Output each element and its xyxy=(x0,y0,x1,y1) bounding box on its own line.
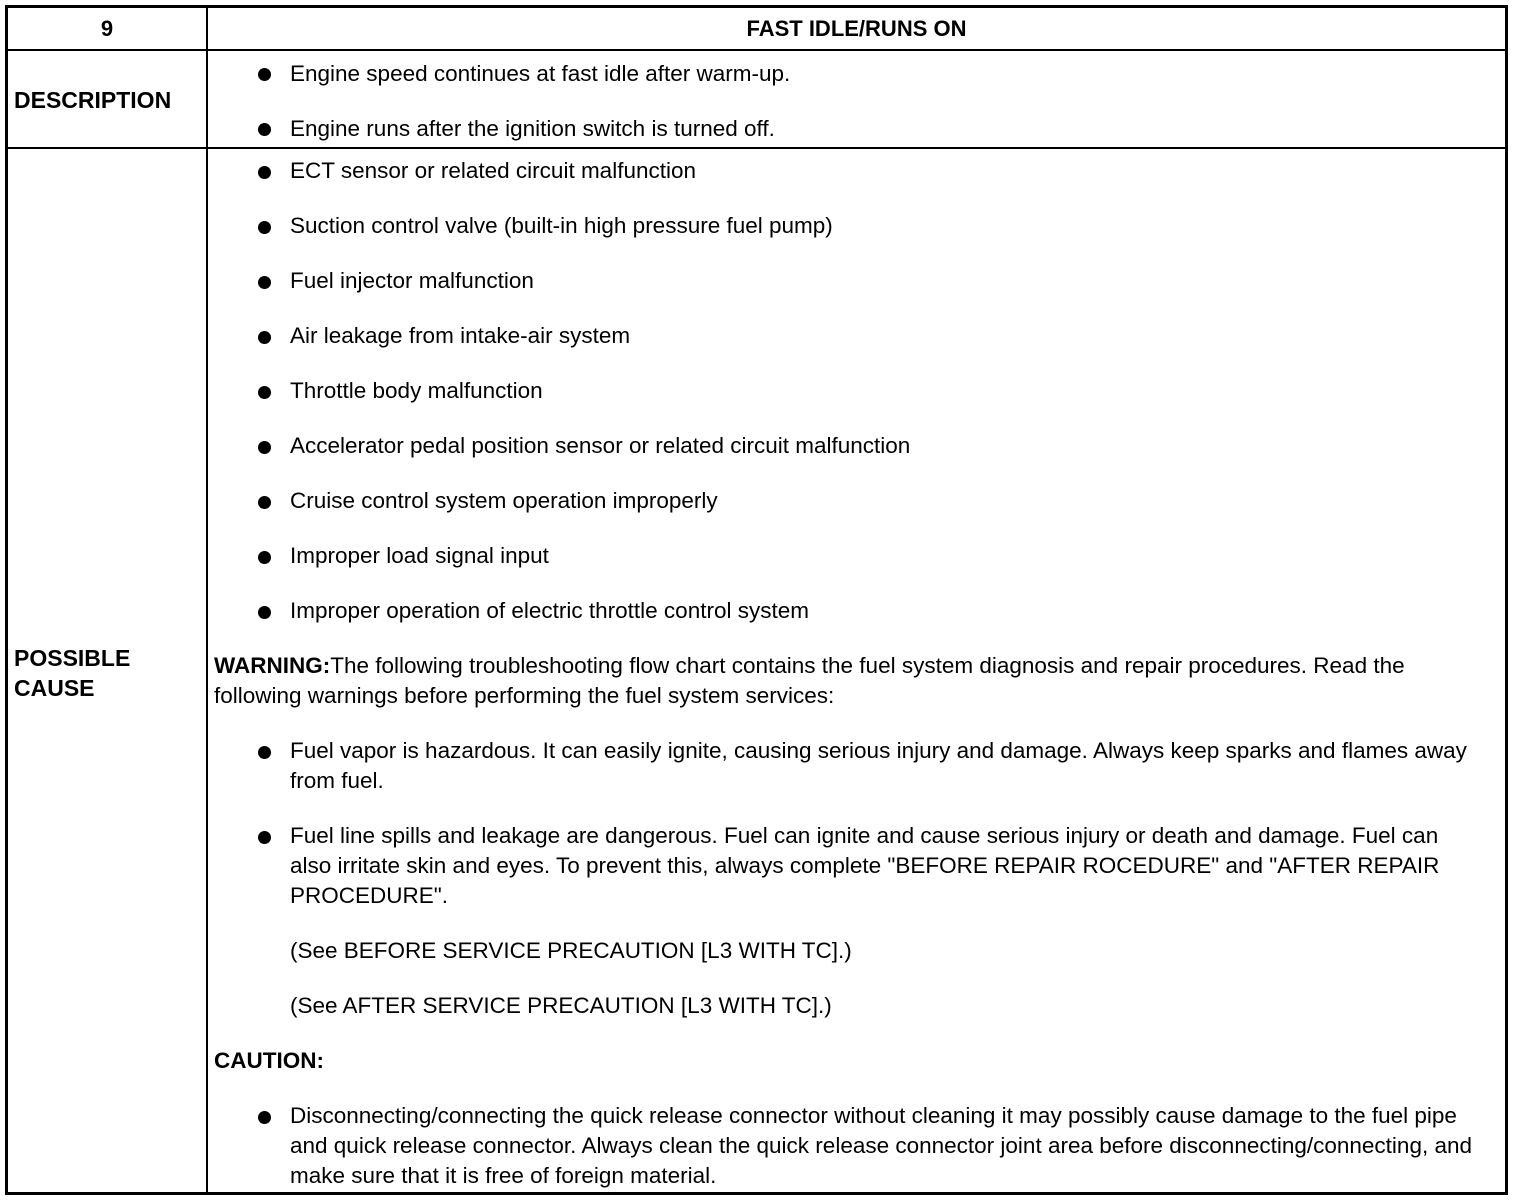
bullet-icon xyxy=(258,831,271,844)
reference-after: (See AFTER SERVICE PRECAUTION [L3 WITH TC].) xyxy=(290,993,832,1018)
bullet-icon xyxy=(258,68,271,81)
description-item: Engine speed continues at fast idle after warm-up. xyxy=(290,61,791,86)
cause-item: Fuel injector malfunction xyxy=(290,268,534,293)
description-row xyxy=(8,51,1505,149)
warning-paragraph xyxy=(214,651,1491,711)
reference-before: (See BEFORE SERVICE PRECAUTION [L3 WITH TC].) xyxy=(290,938,852,963)
warning-item: Fuel line spills and leakage are dangerous. Fuel can ignite and cause serious injury or death and damage. Fuel can also irritate skin and eyes. To prevent this, always complete "BEFORE REPAIR ROCEDURE" and "AFTER REPAIR PROCEDURE". xyxy=(290,823,1440,908)
symptom-number: 9 xyxy=(100,16,114,41)
symptom-title: FAST IDLE/RUNS ON xyxy=(746,16,967,41)
cause-item: ECT sensor or related circuit malfunction xyxy=(290,158,696,183)
description-item: Engine runs after the ignition switch is turned off. xyxy=(290,116,775,141)
possible-cause-row xyxy=(8,149,1505,1192)
cause-item: Improper operation of electric throttle control system xyxy=(290,598,809,623)
cause-item: Throttle body malfunction xyxy=(290,378,543,403)
bullet-icon xyxy=(258,746,271,759)
warning-label: WARNING: xyxy=(214,653,331,678)
caution-item: Disconnecting/connecting the quick release connector without cleaning it may possibly cause damage to the fuel pipe and quick release connector. Always clean the quick release connector joint area before disconnecting/connecting, and make sure that it is free of foreign material. xyxy=(290,1103,1472,1188)
bullet-icon xyxy=(258,331,271,344)
bullet-icon xyxy=(258,123,271,136)
bullet-icon xyxy=(258,551,271,564)
troubleshooting-table xyxy=(5,5,1508,1195)
bullet-icon xyxy=(258,606,271,619)
cause-item: Cruise control system operation improperly xyxy=(290,488,718,513)
bullet-icon xyxy=(258,441,271,454)
description-label: DESCRIPTION xyxy=(14,87,172,113)
bullet-icon xyxy=(258,166,271,179)
warning-text: The following troubleshooting flow chart contains the fuel system diagnosis and repair procedures. Read the following warnings before performing the fuel system services: xyxy=(214,653,1405,708)
table-header-row xyxy=(8,8,1505,51)
caution-label: CAUTION: xyxy=(214,1048,324,1073)
possible-cause-label: POSSIBLE CAUSE xyxy=(14,645,131,701)
cause-item: Suction control valve (built-in high pressure fuel pump) xyxy=(290,213,833,238)
cause-item: Accelerator pedal position sensor or related circuit malfunction xyxy=(290,433,911,458)
cause-item: Air leakage from intake-air system xyxy=(290,323,631,348)
bullet-icon xyxy=(258,496,271,509)
warning-item: Fuel vapor is hazardous. It can easily ignite, causing serious injury and damage. Always keep sparks and flames away from fuel. xyxy=(290,738,1467,793)
bullet-icon xyxy=(258,221,271,234)
bullet-icon xyxy=(258,276,271,289)
bullet-icon xyxy=(258,386,271,399)
cause-item: Improper load signal input xyxy=(290,543,549,568)
bullet-icon xyxy=(258,1111,271,1124)
